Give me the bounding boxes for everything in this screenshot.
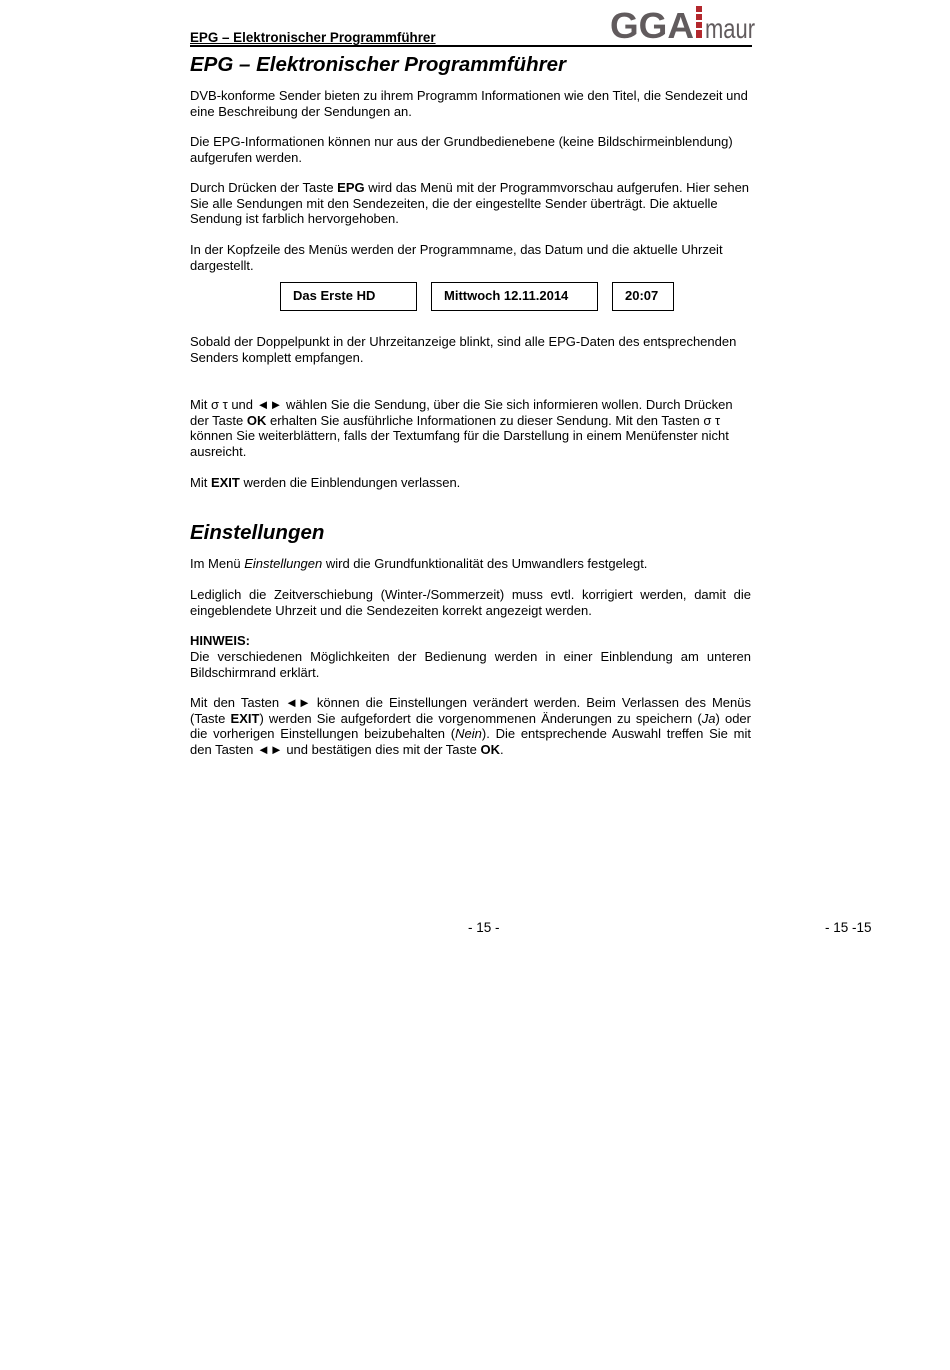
page-number: - 15 -: [468, 920, 500, 935]
epg-paragraph-5: Sobald der Doppelpunkt in der Uhrzeitanzeige blinkt, sind alle EPG-Daten des entsprechenden Senders komplett empfangen.: [190, 334, 737, 365]
running-header: EPG – Elektronischer Programmführer: [190, 30, 436, 45]
epg-paragraph-7: Mit EXIT werden die Einblendungen verlassen.: [190, 475, 461, 490]
section-heading-einstellungen: Einstellungen: [190, 521, 325, 544]
key-ok: OK: [246, 412, 267, 428]
svg-text:maur: maur: [705, 13, 755, 44]
key-exit: EXIT: [210, 475, 240, 490]
settings-paragraph-1: Im Menü Einstellungen wird die Grundfunktionalität des Umwandlers festgelegt.: [190, 556, 648, 571]
epg-paragraph-1: DVB-konforme Sender bieten zu ihrem Programm Informationen wie den Titel, die Sendezeit und eine Beschreibung der Sendungen an.: [190, 88, 748, 119]
section-heading-epg: EPG – Elektronischer Programmführer: [190, 53, 566, 76]
example-time-box: 20:07: [612, 282, 674, 311]
epg-paragraph-3: Durch Drücken der Taste EPG wird das Menü mit der Programmvorschau aufgerufen. Hier sehen Sie alle Sendungen mit den Sendezeiten, die der eingestellte Sender überträgt. Die aktuelle Sendung ist farblich hervorgehoben.: [190, 180, 750, 226]
svg-text:GGA: GGA: [610, 5, 694, 46]
settings-paragraph-2: Lediglich die Zeitverschiebung (Winter-/Sommerzeit) muss evtl. korrigiert werden, damit die eingeblendete Uhrzeit und die Sendezeiten korrekt angezeigt werden.: [190, 587, 751, 618]
epg-paragraph-4: In der Kopfzeile des Menüs werden der Programmname, das Datum und die aktuelle Uhrzeit dargestellt.: [190, 242, 723, 273]
note-text: Die verschiedenen Möglichkeiten der Bedienung werden in einer Einblendung am unteren Bildschirmrand erklärt.: [190, 649, 751, 680]
example-channel-box: Das Erste HD: [280, 282, 417, 311]
gga-maur-logo: [610, 5, 756, 46]
page-number-right: - 15 -15: [825, 920, 872, 935]
note-label: HINWEIS:: [190, 633, 250, 648]
epg-paragraph-6: Mit σ τ und ◄► wählen Sie die Sendung, über die Sie sich informieren wollen. Durch Drücken der Taste OK erhalten Sie ausführliche Informationen zu dieser Sendung. Mit den Tasten σ τ können Sie weiterblättern, falls der Textumfang für die Darstellung in einem Menüfenster nicht ausreicht.: [190, 397, 733, 459]
epg-paragraph-2: Die EPG-Informationen können nur aus der Grundbedienebene (keine Bildschirmeinblendung) aufgerufen werden.: [190, 134, 733, 165]
settings-paragraph-3: Mit den Tasten ◄► können die Einstellungen verändert werden. Beim Verlassen des Menüs (Taste EXIT) werden Sie aufgefordert die vorgenommenen Änderungen zu speichern (Ja) oder die vorherigen Einstellungen beizubehalten (Nein). Die entsprechende Auswahl treffen Sie mit den Tasten ◄► und bestätigen dies mit der Taste OK.: [190, 695, 751, 757]
example-date-box: Mittwoch 12.11.2014: [431, 282, 598, 311]
key-epg: EPG: [337, 180, 365, 195]
